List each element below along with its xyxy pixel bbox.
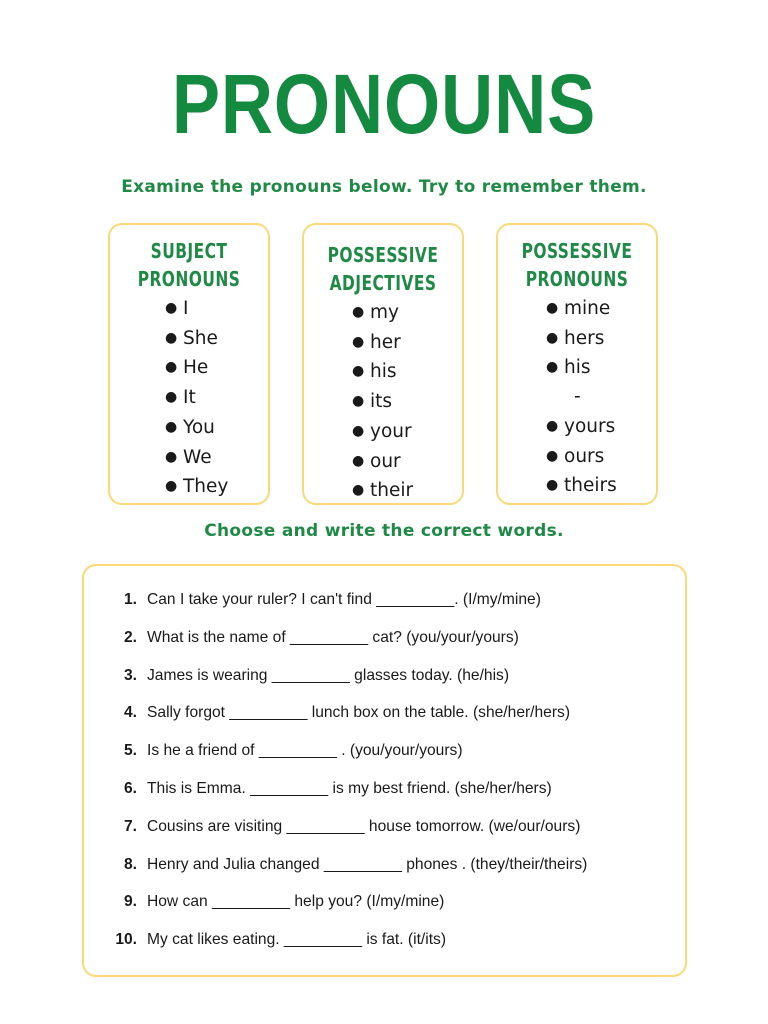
- instruction-choose: Choose and write the correct words.: [204, 521, 564, 541]
- bullet-icon: ●: [352, 363, 365, 380]
- question-item: [84, 662, 684, 700]
- question-number: 4.: [123, 704, 137, 722]
- list-item: [165, 324, 268, 354]
- question-item: [84, 699, 684, 737]
- list-item: [352, 328, 462, 358]
- pronoun-list: [352, 298, 462, 506]
- possessive-pronouns-box: [496, 223, 658, 505]
- column-heading: [509, 237, 645, 293]
- bullet-icon: ●: [546, 329, 559, 346]
- list-item: [546, 294, 656, 324]
- pronoun-list: [546, 294, 656, 501]
- question-number: 5.: [123, 742, 137, 760]
- item-text: She: [183, 327, 218, 349]
- bullet-icon: ●: [546, 359, 559, 376]
- item-text: our: [370, 450, 401, 472]
- bullet-icon: ●: [165, 300, 178, 316]
- list-item: [165, 472, 268, 502]
- question-item: [84, 926, 684, 964]
- item-text: her: [370, 331, 401, 353]
- list-item: [165, 353, 268, 383]
- list-item: [352, 476, 462, 506]
- question-text: My cat likes eating. _________ is fat. (it/its): [147, 931, 447, 949]
- question-text: Sally forgot _________ lunch box on the table. (she/her/hers): [147, 704, 571, 722]
- list-item: [352, 387, 462, 417]
- list-item: [352, 357, 462, 387]
- bullet-icon: ●: [546, 300, 559, 316]
- question-text: Can I take your ruler? I can't find _________. (I/my/mine): [147, 591, 541, 608]
- item-text: theirs: [564, 475, 617, 497]
- item-text: hers: [564, 327, 605, 349]
- heading-line: PRONOUNS: [525, 267, 629, 291]
- bullet-icon: ●: [165, 329, 178, 346]
- question-item: [84, 586, 684, 624]
- list-item: [165, 294, 268, 324]
- question-text: How can _________ help you? (I/my/mine): [147, 893, 445, 911]
- bullet-icon: ●: [165, 478, 178, 495]
- bullet-icon: ●: [165, 448, 178, 465]
- list-item: [546, 412, 656, 442]
- item-text: mine: [564, 298, 611, 319]
- list-item: [165, 413, 268, 443]
- heading-line: POSSESSIVE: [327, 243, 439, 267]
- item-text: It: [183, 387, 196, 409]
- question-number: 1.: [123, 591, 137, 608]
- item-text: I: [183, 298, 189, 319]
- item-text: They: [183, 476, 229, 498]
- possessive-adjectives-box: [302, 223, 464, 505]
- heading-line: ADJECTIVES: [329, 271, 437, 295]
- question-text: Cousins are visiting _________ house tomorrow. (we/our/ours): [147, 817, 581, 835]
- bullet-icon: ●: [165, 418, 178, 435]
- bullet-icon: ●: [352, 304, 365, 320]
- bullet-icon: ●: [165, 389, 178, 406]
- list-item: [165, 443, 268, 473]
- question-item: [84, 624, 684, 662]
- question-text: Is he a friend of _________ . (you/your/yours): [147, 742, 463, 760]
- item-text: its: [370, 391, 393, 413]
- instruction-examine: Examine the pronouns below. Try to remember them.: [121, 177, 647, 197]
- list-item: [352, 447, 462, 477]
- question-item: [84, 775, 684, 813]
- question-item: [84, 851, 684, 889]
- bullet-icon: ●: [165, 359, 178, 376]
- bullet-icon: ●: [546, 447, 559, 464]
- item-text: We: [183, 446, 212, 468]
- column-heading: [315, 241, 451, 297]
- item-text: yours: [564, 415, 616, 437]
- page-title: PRONOUNS: [171, 57, 597, 151]
- question-number: 9.: [123, 893, 137, 911]
- question-text: Henry and Julia changed _________ phones . (they/their/theirs): [147, 855, 588, 873]
- question-list: [84, 586, 684, 964]
- question-number: 10.: [115, 931, 137, 949]
- list-item: [546, 442, 656, 472]
- question-number: 8.: [123, 855, 137, 873]
- heading-line: PRONOUNS: [137, 267, 241, 291]
- bullet-icon: ●: [352, 422, 365, 439]
- question-text: James is wearing _________ glasses today. (he/his): [147, 666, 510, 684]
- bullet-icon: ●: [546, 417, 559, 434]
- item-text: -: [574, 386, 581, 408]
- item-text: your: [370, 420, 412, 442]
- question-text: This is Emma. _________ is my best friend. (she/her/hers): [147, 779, 552, 797]
- item-text: his: [370, 361, 397, 383]
- column-heading: [121, 237, 257, 293]
- question-item: [84, 737, 684, 775]
- question-number: 6.: [123, 779, 137, 797]
- item-text: my: [370, 302, 399, 323]
- bullet-icon: ●: [352, 333, 365, 350]
- item-text: You: [183, 416, 215, 438]
- question-item: [84, 813, 684, 851]
- bullet-icon: ●: [352, 482, 365, 499]
- bullet-icon: ●: [352, 393, 365, 410]
- heading-line: POSSESSIVE: [521, 239, 633, 263]
- list-item: [546, 383, 656, 412]
- item-text: their: [370, 480, 414, 502]
- list-item: [546, 324, 656, 354]
- bullet-icon: ●: [352, 452, 365, 469]
- list-item: [352, 417, 462, 447]
- heading-line: SUBJECT: [150, 239, 228, 263]
- list-item: [546, 471, 656, 501]
- question-number: 2.: [123, 628, 137, 646]
- item-text: his: [564, 357, 591, 379]
- pronoun-list: [165, 294, 268, 502]
- question-item: [84, 888, 684, 926]
- item-text: He: [183, 357, 209, 379]
- exercise-box: [82, 564, 687, 977]
- subject-pronouns-box: [108, 223, 270, 505]
- question-number: 7.: [123, 817, 137, 835]
- list-item: [165, 383, 268, 413]
- list-item: [546, 353, 656, 383]
- question-number: 3.: [123, 666, 137, 684]
- list-item: [352, 298, 462, 328]
- item-text: ours: [564, 445, 605, 467]
- bullet-icon: ●: [546, 477, 559, 494]
- question-text: What is the name of _________ cat? (you/your/yours): [147, 628, 519, 646]
